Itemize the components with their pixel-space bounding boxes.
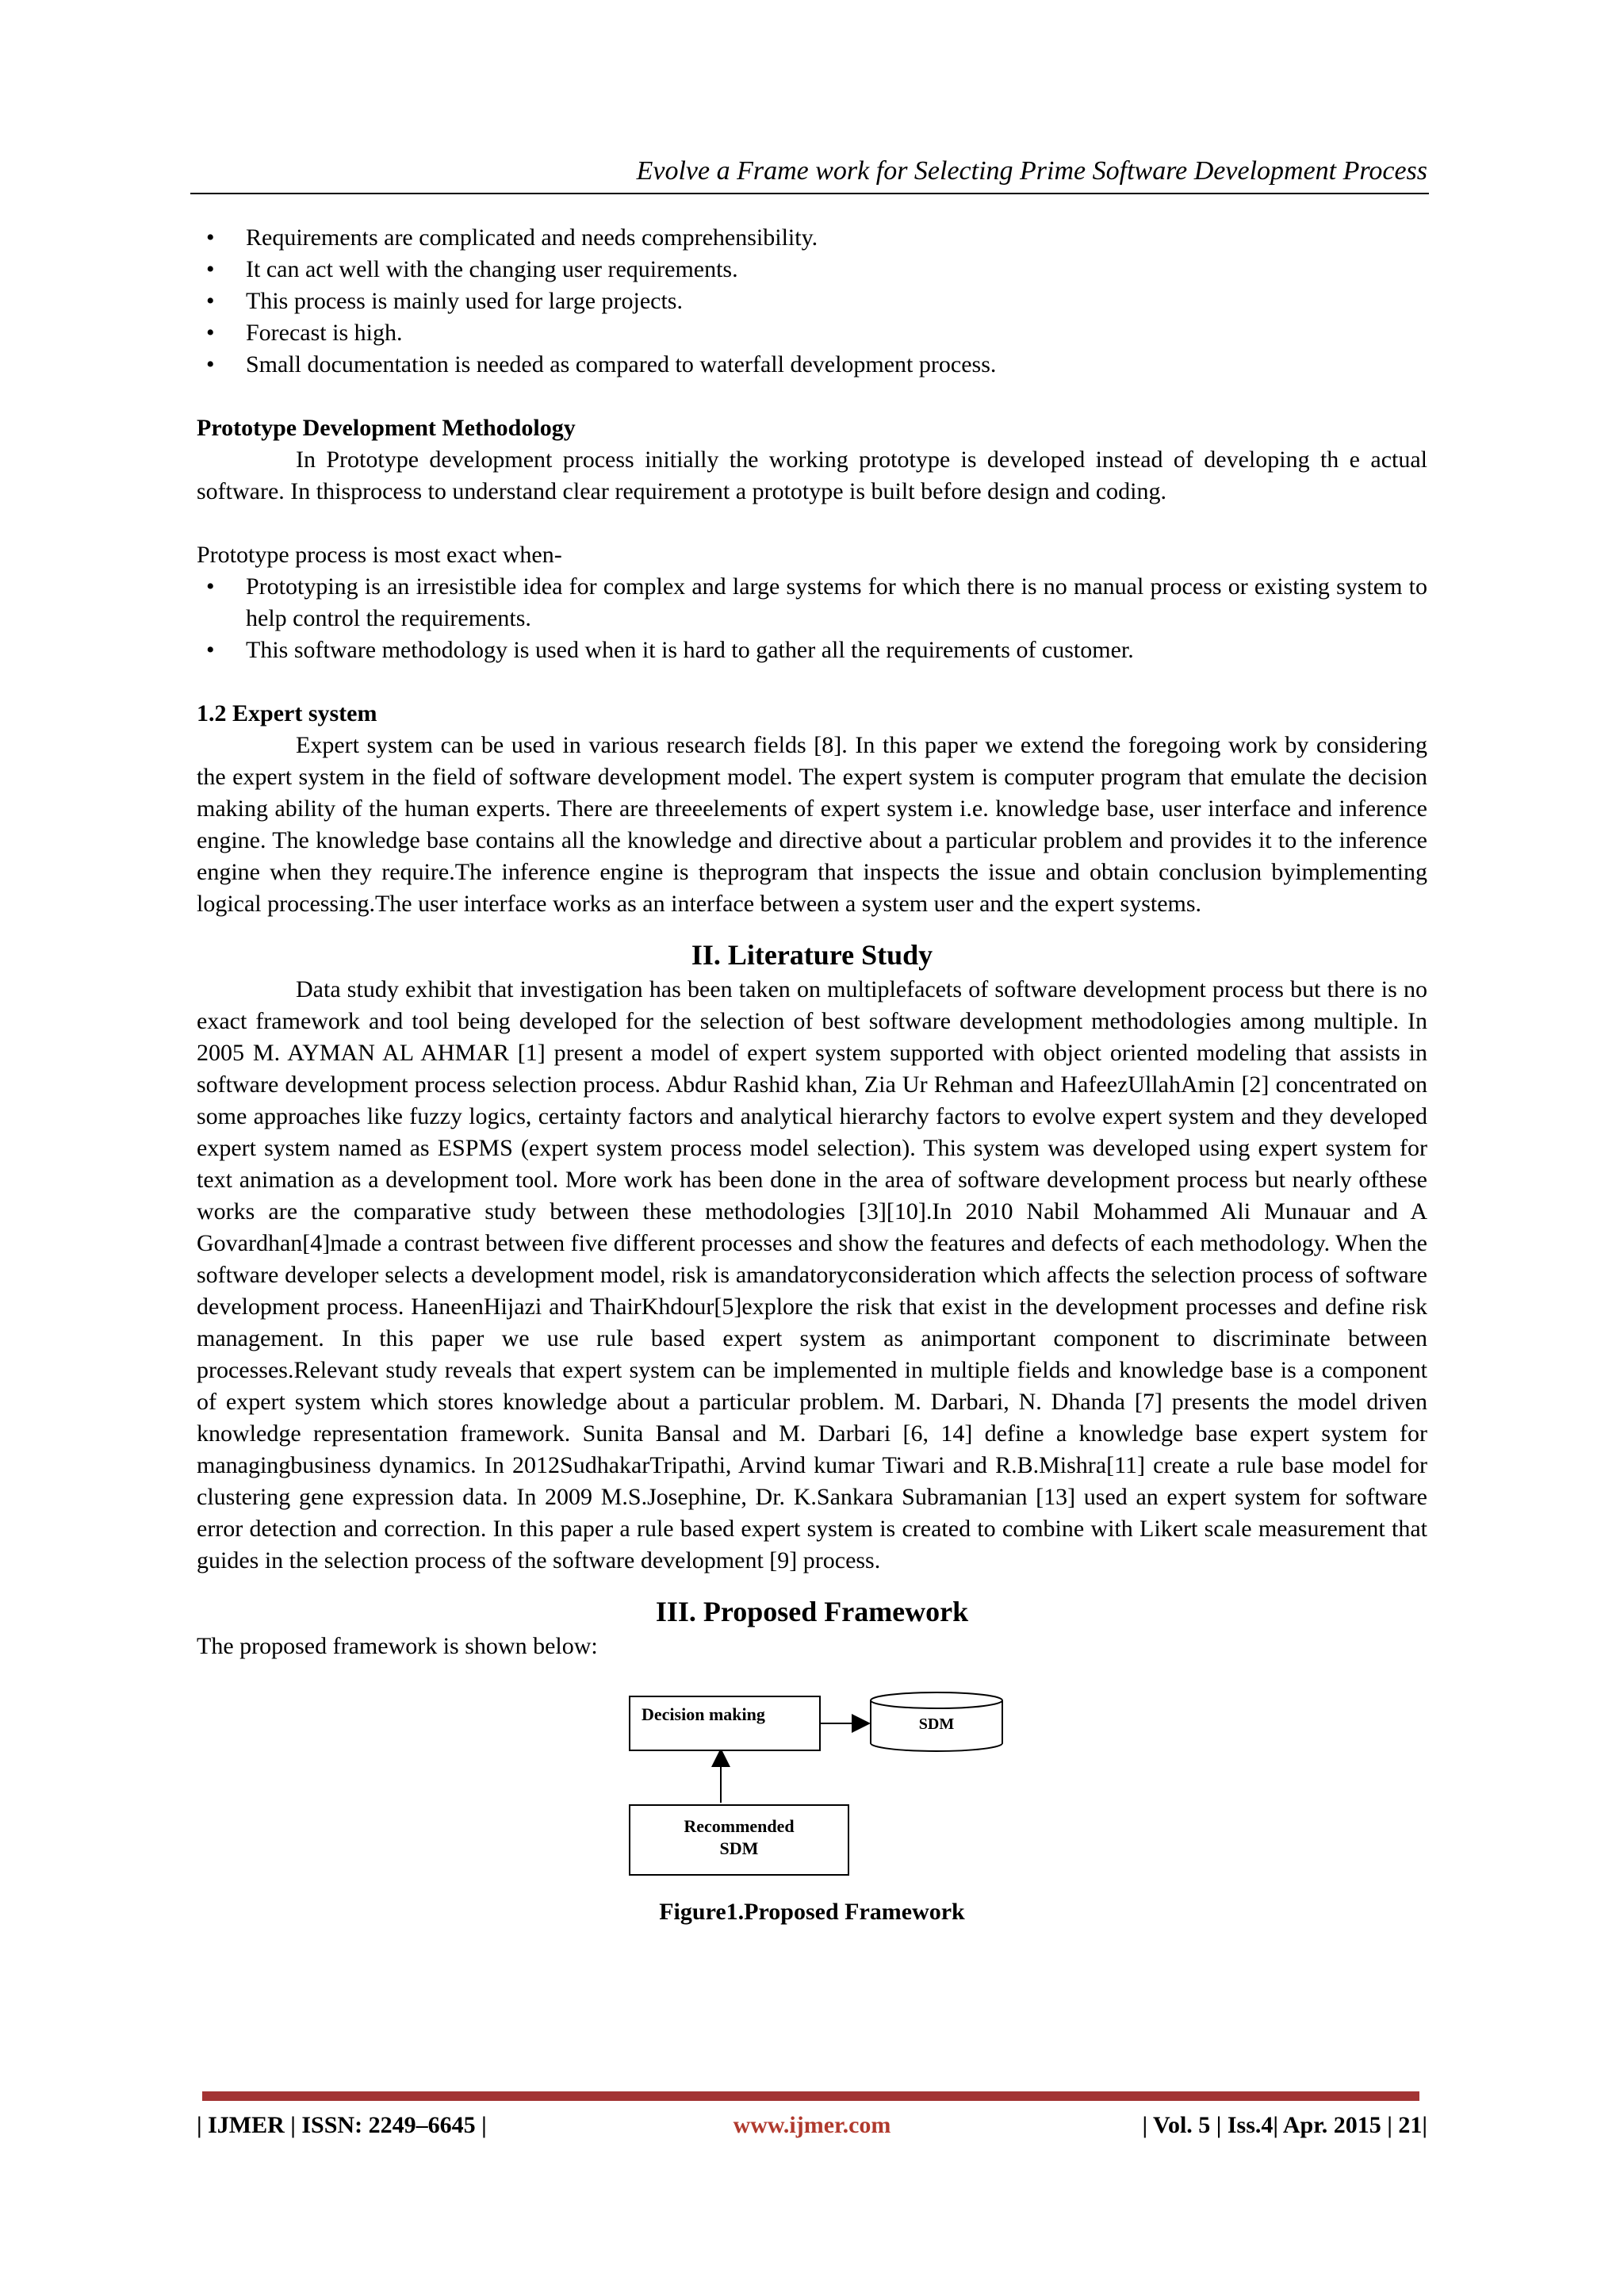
expert-system-heading: 1.2 Expert system: [197, 700, 377, 726]
list-item: • Small documentation is needed as compared to waterfall development process.: [197, 349, 1427, 381]
content: [197, 222, 1427, 1928]
literature-paragraph: Data study exhibit that investigation has been taken on multiplefacets of software development process but there is no exact framework and tool being developed for the selection of best software development methodologies among multiple. In 2005 M. AYMAN AL AHMAR [1] present a model of expert system supported with object oriented modeling that assists in software development process selection process. Abdur Rashid khan, Zia Ur Rehman and HafeezUllahAmin [2] concentrated on some approaches like fuzzy logics, certainty factors and analytical hierarchy factors to evolve expert system and they developed expert system named as ESPMS (expert system process model selection). This system was developed using expert system for text animation as a development tool. More work has been done in the area of software development process but nearly ofthese works are the comparative study between these methodologies [3][10].In 2010 Nabil Mohammed Ali Munauar and A Govardhan[4]made a contrast between five different processes and show the features and defects of each methodology. When the software developer selects a development model, risk is amandatoryconsideration which affects the selection process of software development process. HaneenHijazi and ThairKhdour[5]explore the risk that exist in the development processes and define risk management. In this paper we use rule based expert system as animportant component to discriminate between processes.Relevant study reveals that expert system can be implemented in multiple fields and knowledge base is a component of expert system which stores knowledge about a particular problem. M. Darbari, N. Dhanda [7] presents the model driven knowledge representation framework. Sunita Bansal and M. Darbari [6, 14] define a knowledge base expert system for managingbusiness dynamics. In 2012SudhakarTripathi, Arvind kumar Tiwari and R.B.Mishra[11] create a rule base model for clustering gene expression data. In 2009 M.S.Josephine, Dr. K.Sankara Subramanian [13] used an expert system for software error detection and correction. In this paper a rule based expert system is created to combine with Likert scale measurement that guides in the selection process of the software development [9] process.: [197, 976, 1427, 1573]
figure-caption: Figure1.Proposed Framework: [659, 1899, 965, 1925]
list-item: • This software methodology is used when it is hard to gather all the requirements of customer.: [197, 634, 1427, 666]
footer-journal-info: | IJMER | ISSN: 2249–6645 |: [197, 2112, 487, 2138]
list-item: • Requirements are complicated and needs comprehensibility.: [197, 222, 1427, 254]
proposed-intro: The proposed framework is shown below:: [197, 1633, 598, 1659]
bullet-icon: •: [206, 288, 215, 314]
decision-making-box: Decision making: [629, 1696, 821, 1751]
proposed-section-title: III. Proposed Framework: [655, 1596, 969, 1627]
bullet-icon: •: [206, 224, 215, 251]
list-item: • This process is mainly used for large projects.: [197, 286, 1427, 317]
bullet-icon: •: [206, 320, 215, 346]
list-item: • Prototyping is an irresistible idea for complex and large systems for which there is no manual process or existing system to help control the requirements.: [197, 571, 1427, 634]
expert-system-paragraph: Expert system can be used in various research fields [8]. In this paper we extend the foregoing work by considering the expert system in the field of software development model. The expert system is computer program that emulate the decision making ability of the human experts. There are threeelements of expert system i.e. knowledge base, user interface and inference engine. The knowledge base contains all the knowledge and directive about a particular problem and provides it to the inference engine when they require.The inference engine is theprogram that inspects the issue and obtain conclusion byimplementing logical processing.The user interface works as an interface between a system user and the expert systems.: [197, 732, 1427, 917]
list-item: • It can act well with the changing user requirements.: [197, 254, 1427, 286]
footer-volume-info: | Vol. 5 | Iss.4| Apr. 2015 | 21|: [1142, 2112, 1427, 2138]
literature-section-title: II. Literature Study: [691, 939, 933, 971]
framework-figure: [197, 1672, 1427, 1890]
list-item: • Forecast is high.: [197, 317, 1427, 349]
header-rule: [190, 193, 1429, 194]
prototype-heading: Prototype Development Methodology: [197, 415, 576, 441]
bullet-icon: •: [206, 256, 215, 282]
prototype-paragraph: In Prototype development process initially the working prototype is developed instead of developing th e actual software. In thisprocess to understand clear requirement a prototype is built before design and coding.: [197, 447, 1427, 504]
bullet-icon: •: [206, 573, 215, 600]
bullet-icon: •: [206, 351, 215, 378]
bullet-icon: •: [206, 637, 215, 663]
recommended-sdm-box: Recommended SDM: [629, 1804, 849, 1876]
spiral-bullet-list: [197, 222, 1427, 381]
footer-website-link[interactable]: www.ijmer.com: [733, 2112, 891, 2138]
footer-bar: [202, 2091, 1419, 2101]
prototype-exact-when: Prototype process is most exact when-: [197, 542, 562, 568]
footer: [197, 2106, 1427, 2145]
running-title: Evolve a Frame work for Selecting Prime Software Development Process: [636, 156, 1427, 186]
sdm-label: SDM: [918, 1715, 955, 1733]
prototype-bullet-list: [197, 571, 1427, 666]
